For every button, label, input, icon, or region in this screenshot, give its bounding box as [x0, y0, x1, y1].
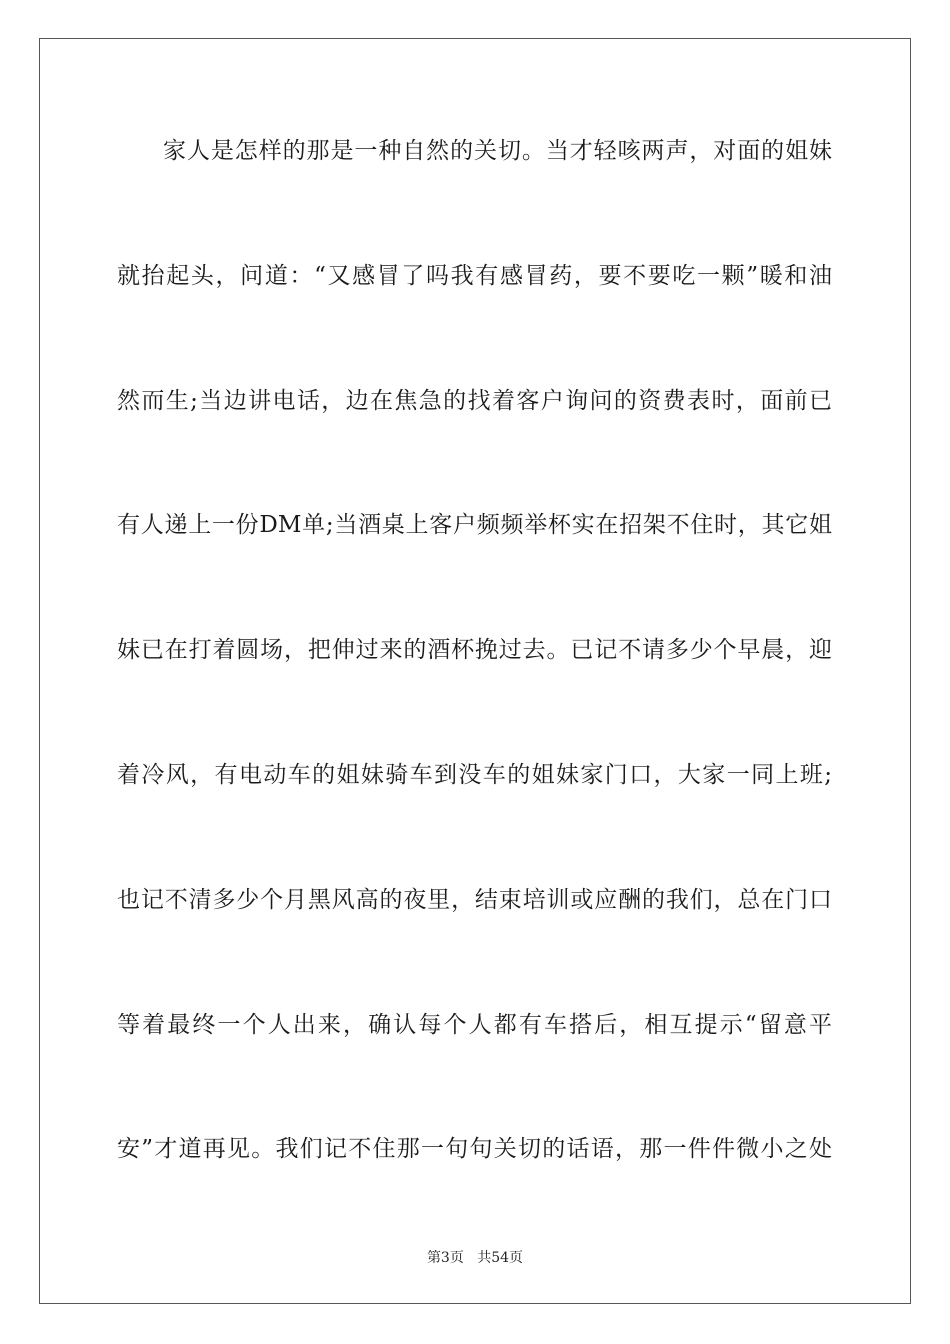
page-number: 第3页	[426, 1250, 464, 1266]
text-line-9: 安”才道再见。我们记不住那一句句关切的话语，那一件件微小之处	[117, 1136, 832, 1163]
text-line-4: 有人递上一份DM单;当酒桌上客户频频举杯实在招架不住时，其它姐	[117, 512, 832, 539]
text-line-3: 然而生;当边讲电话，边在焦急的找着客户询问的资费表时，面前已	[117, 387, 832, 414]
page-footer	[0, 1247, 950, 1267]
text-line-1: 家人是怎样的那是一种自然的关切。当才轻咳两声，对面的姐妹	[163, 138, 832, 164]
text-line-7: 也记不清多少个月黑风高的夜里，结束培训或应酬的我们，总在门口	[117, 886, 832, 913]
footer-spacer	[464, 1250, 477, 1266]
text-line-5: 妹已在打着圆场，把伸过来的酒杯挽过去。已记不请多少个早晨，迎	[117, 637, 832, 664]
text-line-2: 就抬起头，问道：“又感冒了吗我有感冒药，要不要吃一颗”暖和油	[117, 262, 832, 289]
page-total: 共54页	[477, 1250, 524, 1266]
text-line-6: 着冷风，有电动车的姐妹骑车到没车的姐妹家门口，大家一同上班;	[117, 761, 832, 788]
body-text	[117, 126, 832, 1249]
text-line-8: 等着最终一个人出来，确认每个人都有车搭后，相互提示“留意平	[117, 1011, 832, 1038]
